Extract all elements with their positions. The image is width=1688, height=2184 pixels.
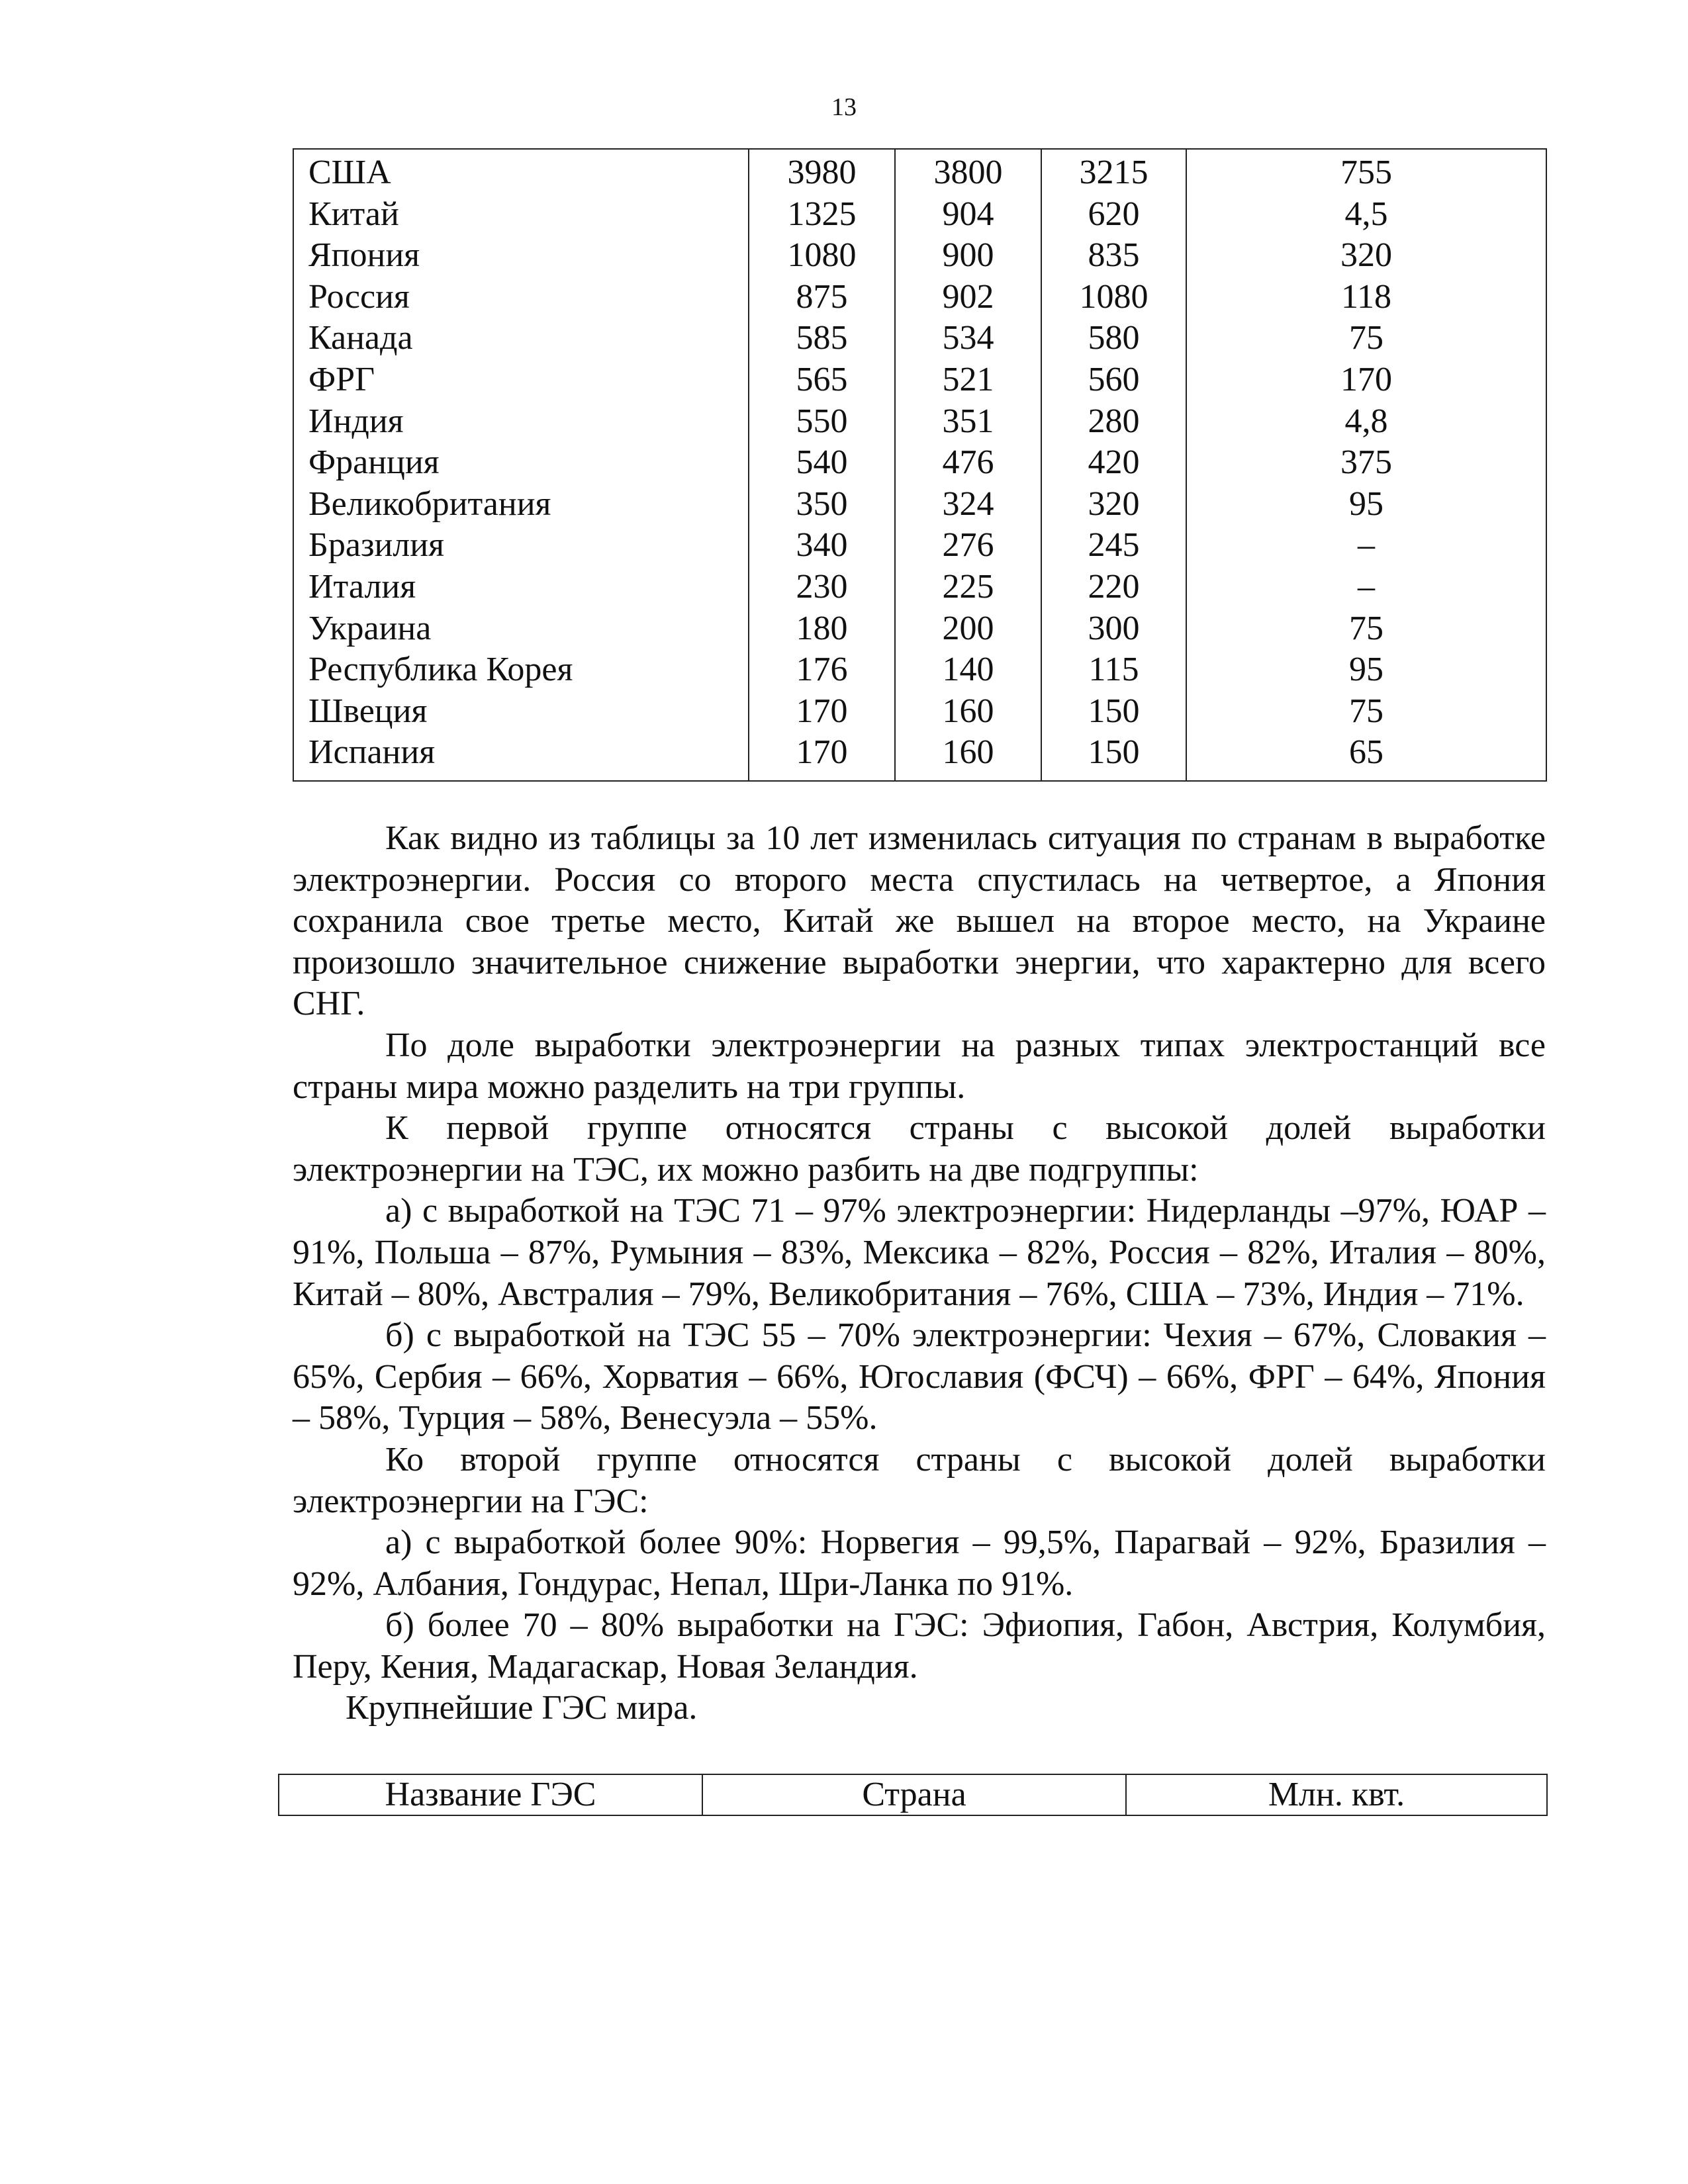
country-cell: Россия: [293, 277, 749, 318]
country-cell: ФРГ: [293, 359, 749, 401]
value-cell: 3800: [895, 149, 1041, 194]
value-cell: 375: [1186, 442, 1546, 484]
value-cell: 320: [1186, 235, 1546, 277]
value-cell: 351: [895, 401, 1041, 443]
value-cell: 95: [1186, 484, 1546, 525]
table-row: [293, 235, 1546, 277]
value-cell: 180: [749, 608, 895, 650]
country-cell: Украина: [293, 608, 749, 650]
value-cell: –: [1186, 525, 1546, 567]
hydro-table: [278, 1774, 1548, 1816]
country-cell: Италия: [293, 567, 749, 608]
hydro-table-header-row: [279, 1774, 1547, 1815]
value-cell: 3215: [1041, 149, 1186, 194]
table-row: [293, 484, 1546, 525]
value-cell: 565: [749, 359, 895, 401]
value-cell: 560: [1041, 359, 1186, 401]
paragraph: Как видно из таблицы за 10 лет изменилась ситуация по странам в выработке электроэнергии. Россия со второго места спустилась на четвертое, а Япония сохранила свое третье место, Китай же вышел на второе место, на Украине произошло значительное снижение выработки энергии, что характерно для всего СНГ.: [293, 819, 1546, 1023]
country-cell: Индия: [293, 401, 749, 443]
table-row: [293, 442, 1546, 484]
value-cell: 150: [1041, 732, 1186, 781]
value-cell: 230: [749, 567, 895, 608]
value-cell: 220: [1041, 567, 1186, 608]
table-row: [293, 277, 1546, 318]
value-cell: 350: [749, 484, 895, 525]
value-cell: 1080: [749, 235, 895, 277]
page-number: 13: [831, 93, 857, 121]
paragraph: а) с выработкой на ТЭС 71 – 97% электроэнергии: Нидерланды –97%, ЮАР – 91%, Польша – 87%, Румыния – 83%, Мексика – 82%, Россия – 82%, Италия – 80%, Китай – 80%, Австралия – 79%, Великобритания – 76%, США – 73%, Индия – 71%.: [293, 1192, 1546, 1313]
country-cell: Франция: [293, 442, 749, 484]
country-cell: Канада: [293, 318, 749, 359]
country-cell: США: [293, 149, 749, 194]
value-cell: 95: [1186, 649, 1546, 691]
value-cell: 225: [895, 567, 1041, 608]
value-cell: 875: [749, 277, 895, 318]
value-cell: 900: [895, 235, 1041, 277]
value-cell: –: [1186, 567, 1546, 608]
value-cell: 580: [1041, 318, 1186, 359]
value-cell: 170: [749, 732, 895, 781]
paragraph: К первой группе относятся страны с высокой долей выработки электроэнергии на ТЭС, их можно разбить на две подгруппы:: [293, 1109, 1546, 1189]
value-cell: 476: [895, 442, 1041, 484]
value-cell: 65: [1186, 732, 1546, 781]
header-capacity: Млн. квт.: [1126, 1774, 1547, 1815]
value-cell: 245: [1041, 525, 1186, 567]
table-row: [293, 649, 1546, 691]
value-cell: 75: [1186, 691, 1546, 733]
value-cell: 902: [895, 277, 1041, 318]
value-cell: 835: [1041, 235, 1186, 277]
paragraph: а) с выработкой более 90%: Норвегия – 99,5%, Парагвай – 92%, Бразилия – 92%, Албания, Гондурас, Непал, Шри-Ланка по 91%.: [293, 1524, 1546, 1603]
value-cell: 585: [749, 318, 895, 359]
value-cell: 176: [749, 649, 895, 691]
country-cell: Великобритания: [293, 484, 749, 525]
paragraph: б) более 70 – 80% выработки на ГЭС: Эфиопия, Габон, Австрия, Колумбия, Перу, Кения, Мадагаскар, Новая Зеландия.: [293, 1606, 1546, 1686]
value-cell: 160: [895, 691, 1041, 733]
paragraph: б) с выработкой на ТЭС 55 – 70% электроэнергии: Чехия – 67%, Словакия – 65%, Сербия – 66%, Хорватия – 66%, Югославия (ФСЧ) – 66%, ФРГ – 64%, Япония – 58%, Турция – 58%, Венесуэла – 55%.: [293, 1316, 1546, 1437]
value-cell: 280: [1041, 401, 1186, 443]
body-text: [293, 818, 1546, 1729]
table-row: [293, 401, 1546, 443]
paragraph: По доле выработки электроэнергии на разных типах электростанций все страны мира можно разделить на три группы.: [293, 1026, 1546, 1106]
production-table-body: [293, 149, 1546, 781]
value-cell: 904: [895, 194, 1041, 236]
value-cell: 170: [1186, 359, 1546, 401]
value-cell: 75: [1186, 318, 1546, 359]
value-cell: 540: [749, 442, 895, 484]
table-row: [293, 608, 1546, 650]
table-row: [293, 567, 1546, 608]
value-cell: 324: [895, 484, 1041, 525]
country-cell: Бразилия: [293, 525, 749, 567]
header-hydro-name: Название ГЭС: [279, 1774, 702, 1815]
table-row: [293, 318, 1546, 359]
value-cell: 3980: [749, 149, 895, 194]
country-cell: Швеция: [293, 691, 749, 733]
table-caption: Крупнейшие ГЭС мира.: [346, 1689, 698, 1727]
table-row: [293, 732, 1546, 781]
value-cell: 420: [1041, 442, 1186, 484]
country-cell: Республика Корея: [293, 649, 749, 691]
value-cell: 1080: [1041, 277, 1186, 318]
value-cell: 75: [1186, 608, 1546, 650]
value-cell: 140: [895, 649, 1041, 691]
value-cell: 160: [895, 732, 1041, 781]
value-cell: 550: [749, 401, 895, 443]
value-cell: 1325: [749, 194, 895, 236]
value-cell: 4,8: [1186, 401, 1546, 443]
value-cell: 118: [1186, 277, 1546, 318]
table-row: [293, 149, 1546, 194]
value-cell: 320: [1041, 484, 1186, 525]
paragraph: Ко второй группе относятся страны с высокой долей выработки электроэнергии на ГЭС:: [293, 1440, 1546, 1520]
table-row: [293, 359, 1546, 401]
value-cell: 276: [895, 525, 1041, 567]
country-cell: Испания: [293, 732, 749, 781]
value-cell: 170: [749, 691, 895, 733]
country-cell: Китай: [293, 194, 749, 236]
table-row: [293, 525, 1546, 567]
value-cell: 4,5: [1186, 194, 1546, 236]
value-cell: 620: [1041, 194, 1186, 236]
value-cell: 340: [749, 525, 895, 567]
value-cell: 150: [1041, 691, 1186, 733]
value-cell: 534: [895, 318, 1041, 359]
value-cell: 115: [1041, 649, 1186, 691]
value-cell: 521: [895, 359, 1041, 401]
value-cell: 200: [895, 608, 1041, 650]
header-country: Страна: [702, 1774, 1126, 1815]
table-row: [293, 691, 1546, 733]
value-cell: 755: [1186, 149, 1546, 194]
production-table: [293, 148, 1547, 782]
value-cell: 300: [1041, 608, 1186, 650]
table-row: [293, 194, 1546, 236]
country-cell: Япония: [293, 235, 749, 277]
